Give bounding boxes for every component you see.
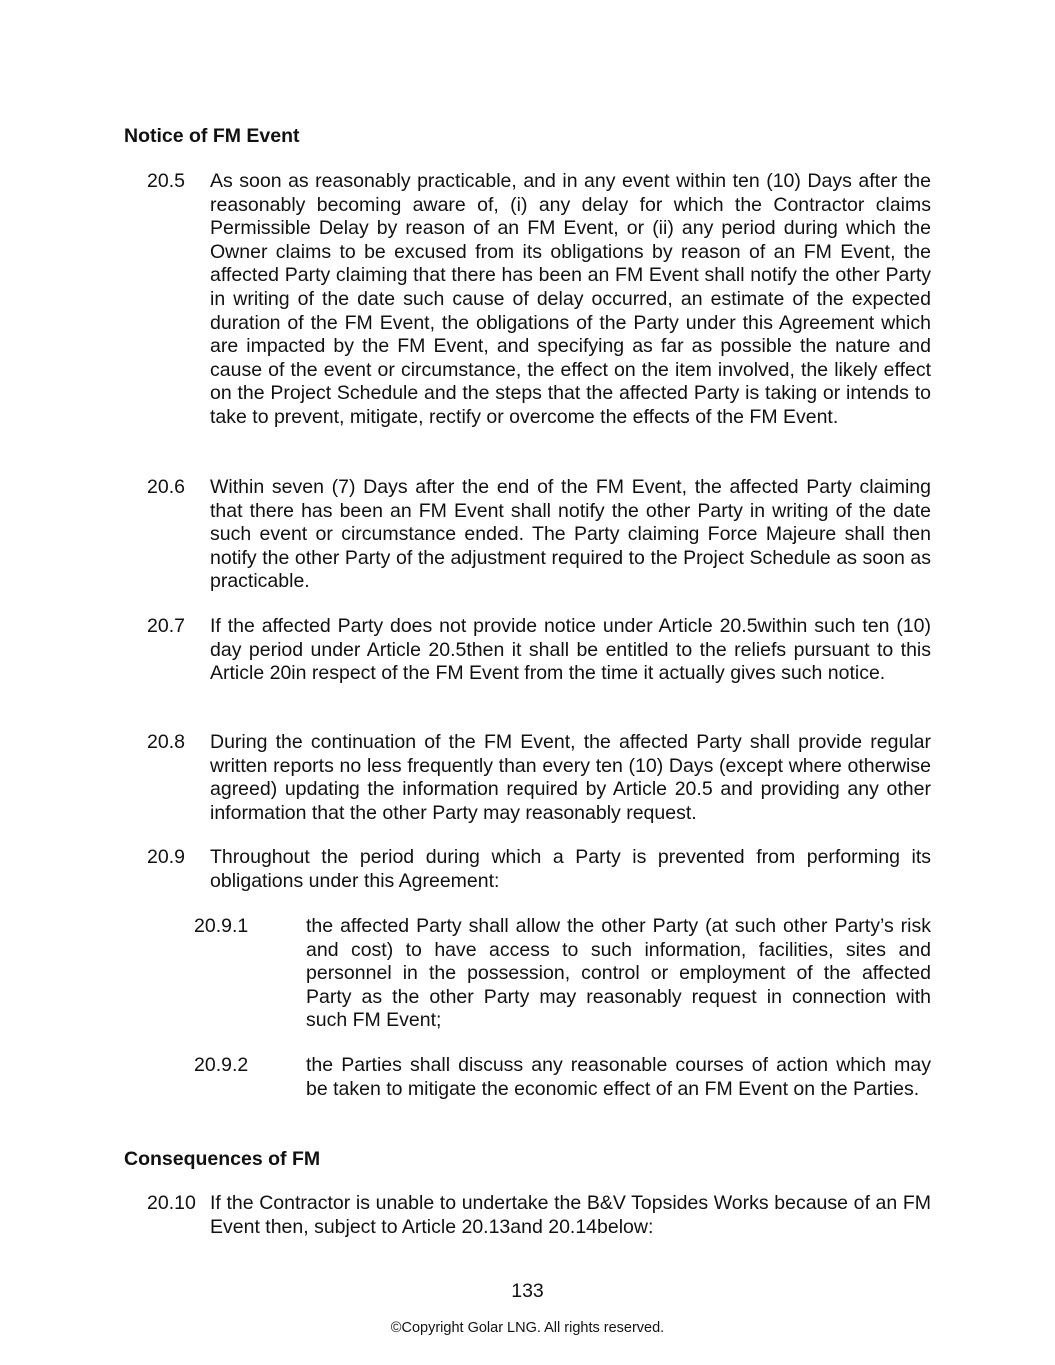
clause-20-5 bbox=[147, 170, 931, 430]
clause-20-10 bbox=[147, 1192, 931, 1239]
subclause-text: the Parties shall discuss any reasonable courses of action which may be taken to mitigate the economic effect of an FM Event on the Parties. bbox=[306, 1054, 931, 1100]
clause-20-7 bbox=[147, 615, 931, 686]
subclause-text: the affected Party shall allow the other Party (at such other Party’s risk and cost) to have access to such information, facilities, sites and personnel in the possession, control or employment of the affected Party as the other Party may reasonably request in connection with such FM Event; bbox=[306, 915, 931, 1032]
clause-text: Within seven (7) Days after the end of the FM Event, the affected Party claiming that there has been an FM Event shall notify the other Party in writing of the date such event or circumstance ended. The Party claiming Force Majeure shall then notify the other Party of the adjustment required to the Project Schedule as soon as practicable. bbox=[210, 476, 931, 593]
subclause-number: 20.9.2 bbox=[194, 1054, 249, 1076]
clause-number: 20.10 bbox=[147, 1192, 196, 1214]
subclause-number: 20.9.1 bbox=[194, 915, 249, 937]
clause-number: 20.9 bbox=[147, 846, 185, 868]
subclause-20-9-2 bbox=[194, 1054, 931, 1101]
clause-text: As soon as reasonably practicable, and in any event within ten (10) Days after the reasonably becoming aware of, (i) any delay for which the Contractor claims Permissible Delay by reason of an FM Event, or (ii) any period during which the Owner claims to be excused from its obligations by reason of an FM Event, the affected Party claiming that there has been an FM Event shall notify the other Party in writing of the date such cause of delay occurred, an estimate of the expected duration of the FM Event, the obligations of the Party under this Agreement which are impacted by the FM Event, and specifying as far as possible the nature and cause of the event or circumstance, the effect on the item involved, the likely effect on the Project Schedule and the steps that the affected Party is taking or intends to take to prevent, mitigate, rectify or overcome the effects of the FM Event. bbox=[210, 170, 931, 428]
clause-20-8 bbox=[147, 731, 931, 825]
clause-text: If the Contractor is unable to undertake the B&V Topsides Works because of an FM Event then, subject to Article 20.13and 20.14below: bbox=[210, 1192, 931, 1238]
section-heading-notice: Notice of FM Event bbox=[124, 125, 300, 147]
section-heading-consequences: Consequences of FM bbox=[124, 1148, 321, 1170]
clause-number: 20.6 bbox=[147, 476, 185, 498]
subclause-20-9-1 bbox=[194, 915, 931, 1033]
page-number: 133 bbox=[511, 1280, 544, 1302]
copyright-notice: ©Copyright Golar LNG. All rights reserved. bbox=[390, 1320, 665, 1336]
clause-20-6 bbox=[147, 476, 931, 594]
clause-number: 20.5 bbox=[147, 170, 185, 192]
clause-text: If the affected Party does not provide notice under Article 20.5within such ten (10) day period under Article 20.5then it shall be entitled to the reliefs pursuant to this Article 20in respect of the FM Event from the time it actually gives such notice. bbox=[210, 615, 931, 685]
clause-20-9 bbox=[147, 846, 931, 893]
clause-text: Throughout the period during which a Party is prevented from performing its obligations under this Agreement: bbox=[210, 846, 931, 892]
clause-text: During the continuation of the FM Event, the affected Party shall provide regular written reports no less frequently than every ten (10) Days (except where otherwise agreed) updating the information required by Article 20.5 and providing any other information that the other Party may reasonably request. bbox=[210, 731, 931, 824]
clause-number: 20.8 bbox=[147, 731, 185, 753]
clause-number: 20.7 bbox=[147, 615, 185, 637]
